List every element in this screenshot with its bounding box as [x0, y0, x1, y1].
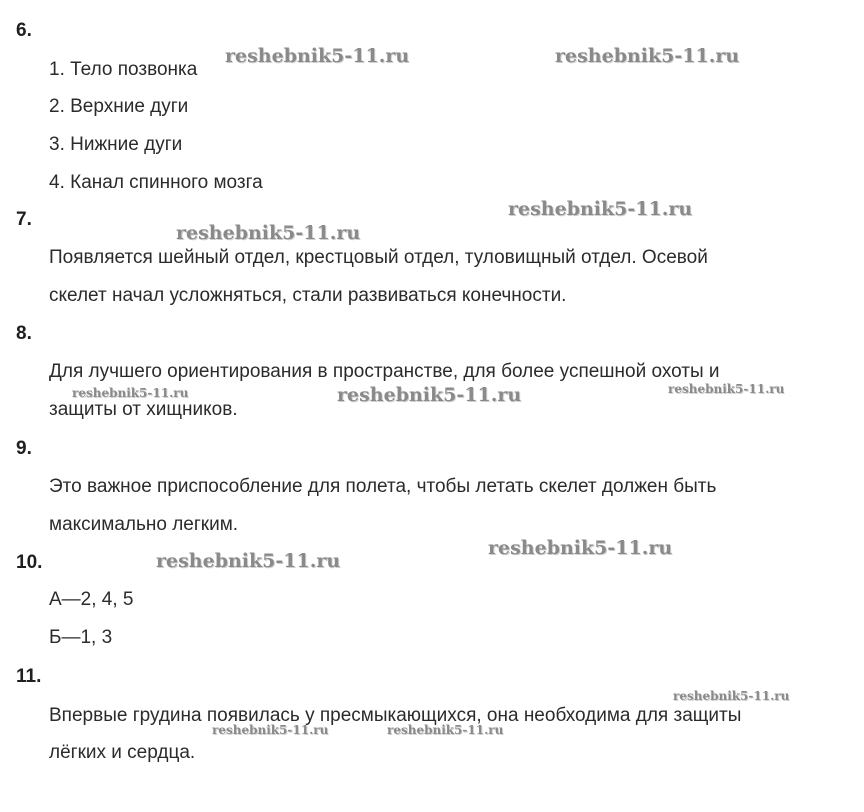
answer-number-8: 8. [16, 323, 32, 344]
answer-8-line-1: Для лучшего ориентирования в пространстве, для более успешной охоты и [49, 361, 720, 382]
watermark: reshebnik5-11.ru [387, 723, 504, 737]
watermark: reshebnik5-11.ru [337, 384, 522, 406]
answer-7-line-2: скелет начал усложняться, стали развиваться конечности. [49, 285, 567, 306]
watermark: reshebnik5-11.ru [156, 550, 341, 572]
answer-10-line-2: Б—1, 3 [49, 627, 113, 648]
answer-number-7: 7. [16, 209, 32, 230]
watermark: reshebnik5-11.ru [72, 386, 189, 400]
answer-6-line-4: 4. Канал спинного мозга [49, 172, 263, 193]
watermark: reshebnik5-11.ru [176, 222, 361, 244]
answer-9-line-1: Это важное приспособление для полета, чтобы летать скелет должен быть [49, 476, 717, 497]
watermark: reshebnik5-11.ru [668, 382, 785, 396]
answer-11-line-2: лёгких и сердца. [49, 742, 196, 763]
watermark: reshebnik5-11.ru [508, 198, 693, 220]
answer-number-9: 9. [16, 438, 32, 459]
answer-6-line-3: 3. Нижние дуги [49, 134, 183, 155]
answer-6-line-2: 2. Верхние дуги [49, 96, 189, 117]
watermark: reshebnik5-11.ru [673, 689, 790, 703]
answer-7-line-1: Появляется шейный отдел, крестцовый отдел, туловищный отдел. Осевой [49, 247, 708, 268]
watermark: reshebnik5-11.ru [488, 537, 673, 559]
watermark: reshebnik5-11.ru [225, 45, 410, 67]
answer-number-11: 11. [16, 666, 42, 687]
answer-6-line-1: 1. Тело позвонка [49, 59, 198, 80]
answer-11-line-1: Впервые грудина появилась у пресмыкающихся, она необходима для защиты [49, 705, 742, 726]
answer-number-10: 10. [16, 552, 43, 573]
answer-9-line-2: максимально легким. [49, 514, 239, 535]
watermark: reshebnik5-11.ru [212, 723, 329, 737]
answer-10-line-1: А—2, 4, 5 [49, 589, 134, 610]
answer-8-line-2: защиты от хищников. [49, 399, 238, 420]
answer-number-6: 6. [16, 20, 32, 41]
watermark: reshebnik5-11.ru [555, 45, 740, 67]
